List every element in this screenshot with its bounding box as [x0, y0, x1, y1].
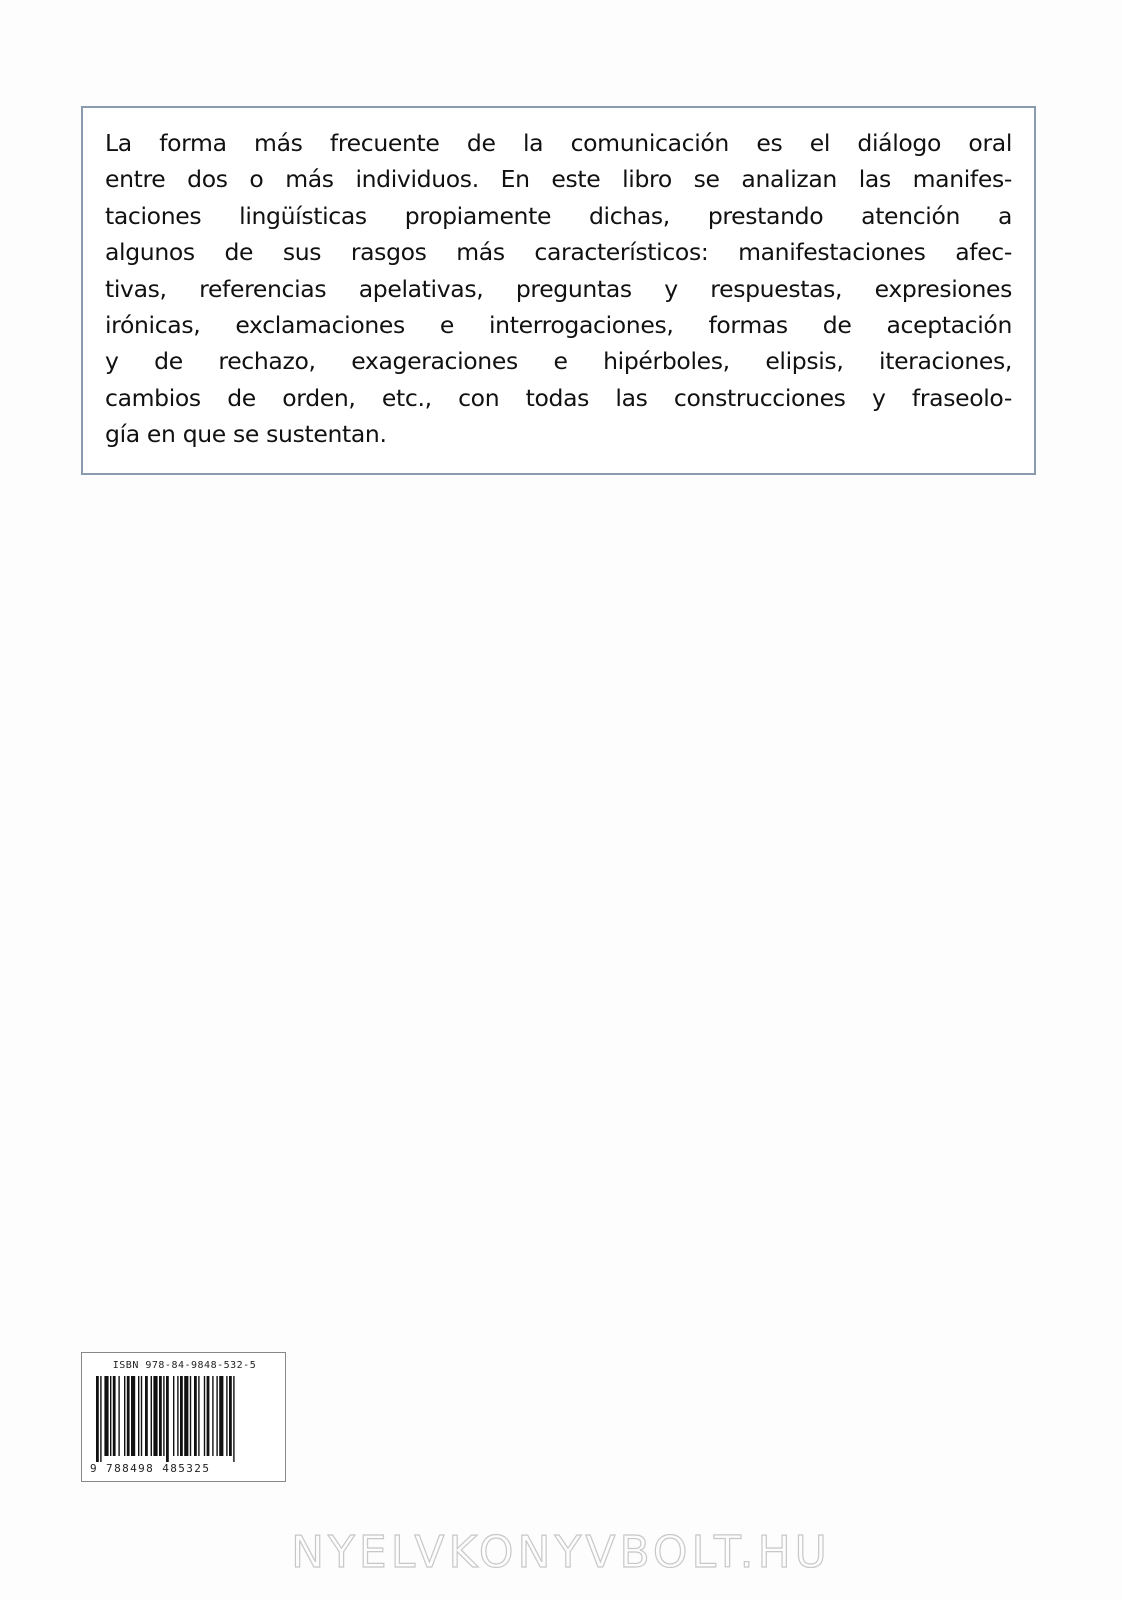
blurb-line: taciones lingüísticas propiamente dichas, prestando atención a	[105, 201, 1012, 230]
blurb-line: irónicas, exclamaciones e interrogaciones, formas de aceptación	[105, 310, 1012, 339]
blurb-text-box	[81, 106, 1036, 475]
barcode-icon	[94, 1376, 275, 1462]
blurb-line: algunos de sus rasgos más característicos: manifestaciones afec-	[105, 238, 1012, 267]
watermark-text: NYELVKONYVBOLT.HU	[291, 1527, 831, 1578]
blurb-line: La forma más frecuente de la comunicación es el diálogo oral	[105, 129, 1012, 157]
blurb-line: cambios de orden, etc., con todas las construcciones y fraseolo-	[105, 383, 1012, 412]
blurb-line: entre dos o más individuos. En este libro se analizan las manifes-	[105, 165, 1012, 194]
blurb-line: y de rechazo, exageraciones e hipérboles, elipsis, iteraciones,	[105, 347, 1012, 376]
isbn-barcode-box	[81, 1352, 286, 1482]
blurb-line: gía en que se sustentan.	[105, 420, 387, 449]
barcode-digits: 9 788498 485325	[90, 1462, 211, 1475]
blurb-line: tivas, referencias apelativas, preguntas y respuestas, expresiones	[105, 274, 1012, 303]
isbn-label: ISBN 978-84-9848-532-5	[112, 1360, 257, 1371]
